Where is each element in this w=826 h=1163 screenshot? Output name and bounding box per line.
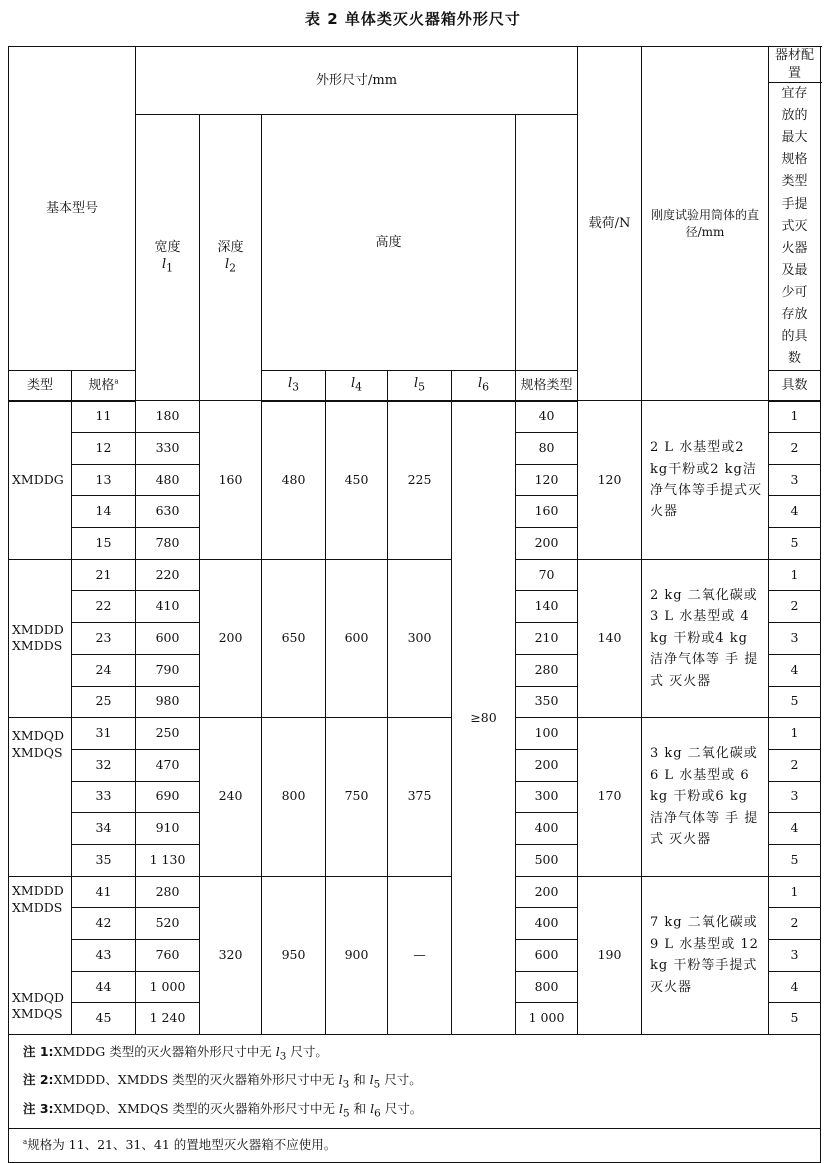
- spec-cell: 13: [72, 464, 136, 496]
- note-l-letter: l: [275, 1044, 280, 1060]
- load-cell: 280: [516, 654, 578, 686]
- note-line: [23, 1039, 814, 1067]
- note-sub: 5: [343, 1107, 350, 1120]
- footnote-text: 规格为 11、21、31、41 的置地型灭火器箱不应使用。: [27, 1137, 337, 1153]
- type-line: XMDQS: [12, 745, 63, 761]
- header-spec: [72, 371, 136, 401]
- load-cell: 400: [516, 813, 578, 845]
- header-l4-sub: 4: [355, 381, 363, 395]
- load-cell: 210: [516, 623, 578, 655]
- header-spec-label: 规格: [88, 377, 115, 393]
- type-cell: [9, 718, 72, 876]
- header-l3-sub: 3: [292, 381, 300, 395]
- note-line: [23, 1096, 814, 1124]
- count-cell: 3: [769, 464, 821, 496]
- load-cell: 350: [516, 686, 578, 718]
- count-cell: 5: [769, 844, 821, 876]
- header-l1-sub: 1: [166, 261, 174, 275]
- load-cell: 600: [516, 940, 578, 972]
- header-rigidity-test: 刚度试验用筒体的直径/mm: [642, 47, 769, 401]
- header-width-label: 宽度: [154, 239, 181, 255]
- header-load: 载荷/N: [578, 47, 642, 401]
- spec-cell: 42: [72, 908, 136, 940]
- spec-cell: 35: [72, 844, 136, 876]
- spec-type-cell: 7 kg 二氧化碳或 9 L 水基型或 12 kg 干粉等手提式灭火器: [642, 876, 769, 1034]
- header-outer-size: 外形尺寸/mm: [136, 47, 578, 115]
- header-l6-letter: l: [477, 376, 483, 392]
- header-height: 高度: [262, 115, 516, 371]
- header-l5-sub: 5: [418, 381, 426, 395]
- header-equipment: 器材配置: [769, 47, 821, 83]
- header-spec-type: 规格类型: [516, 371, 578, 401]
- note-l-letter: l: [339, 1100, 344, 1116]
- load-cell: 500: [516, 844, 578, 876]
- l6-cell: ≥80: [452, 401, 516, 1035]
- header-type: 类型: [9, 371, 72, 401]
- load-cell: 800: [516, 971, 578, 1003]
- depth-cell: 320: [200, 876, 262, 1034]
- note-text: XMDQD、XMDQS 类型的灭火器箱外形尺寸中无: [53, 1100, 340, 1116]
- l3-cell: 650: [262, 559, 326, 717]
- note-text: XMDDG 类型的灭火器箱外形尺寸中无: [53, 1044, 276, 1060]
- width-cell: 480: [136, 464, 200, 496]
- load-cell: 200: [516, 749, 578, 781]
- width-cell: 180: [136, 401, 200, 433]
- count-cell: 1: [769, 401, 821, 433]
- count-cell: 2: [769, 591, 821, 623]
- l4-cell: 900: [326, 876, 388, 1034]
- footnote-row: [9, 1129, 821, 1163]
- note-text: XMDDD、XMDDS 类型的灭火器箱外形尺寸中无: [53, 1072, 339, 1088]
- type-line: XMDDG: [12, 471, 64, 487]
- type-line: XMDQD: [12, 989, 64, 1005]
- table-row: [9, 718, 821, 750]
- count-cell: 2: [769, 908, 821, 940]
- header-l4-letter: l: [350, 376, 356, 392]
- spec-cell: 32: [72, 749, 136, 781]
- header-basic-model: 基本型号: [9, 47, 136, 371]
- l4-cell: 750: [326, 718, 388, 876]
- l3-cell: 480: [262, 401, 326, 559]
- spec-cell: 43: [72, 940, 136, 972]
- spec-type-cell: 3 kg 二氧化碳或 6 L 水基型或 6 kg 干粉或6 kg 洁净气体等 手 提 式 灭火器: [642, 718, 769, 876]
- count-cell: 4: [769, 971, 821, 1003]
- width-cell: 330: [136, 433, 200, 465]
- header-spec-mark: a: [114, 377, 119, 386]
- load-cell: 140: [516, 591, 578, 623]
- width-cell: 470: [136, 749, 200, 781]
- type-line: XMDDS: [12, 638, 63, 654]
- load-cell: 40: [516, 401, 578, 433]
- header-l5: [388, 371, 452, 401]
- l4-cell: 600: [326, 559, 388, 717]
- width-cell: 220: [136, 559, 200, 591]
- spec-type-cell: 2 L 水基型或2 kg干粉或2 kg洁净气体等手提式灭火器: [642, 401, 769, 559]
- spec-cell: 33: [72, 781, 136, 813]
- spec-type-cell: 2 kg 二氧化碳或 3 L 水基型或 4 kg 干粉或4 kg 洁净气体等 手 提 式 灭火器: [642, 559, 769, 717]
- header-l6: [452, 371, 516, 401]
- note-sub: 3: [279, 1050, 287, 1063]
- count-cell: 3: [769, 623, 821, 655]
- note-l-letter: l: [338, 1072, 343, 1088]
- note-text: 尺寸。: [380, 1072, 422, 1088]
- load-cell: 400: [516, 908, 578, 940]
- footnote-mark: a: [23, 1138, 28, 1146]
- spec-cell: 22: [72, 591, 136, 623]
- type-line: XMDQD: [12, 728, 64, 744]
- load-cell: 300: [516, 781, 578, 813]
- note-text: 和: [349, 1100, 371, 1116]
- width-cell: 410: [136, 591, 200, 623]
- count-cell: 4: [769, 813, 821, 845]
- footnote-cell: [9, 1129, 821, 1163]
- count-cell: 5: [769, 528, 821, 560]
- type-cell: [9, 876, 72, 1034]
- spec-cell: 31: [72, 718, 136, 750]
- width-cell: 1 000: [136, 971, 200, 1003]
- count-cell: 3: [769, 940, 821, 972]
- width-cell: 980: [136, 686, 200, 718]
- load-cell: 200: [516, 876, 578, 908]
- width-cell: 1 130: [136, 844, 200, 876]
- table-row: [9, 876, 821, 908]
- width-cell: 760: [136, 940, 200, 972]
- count-cell: 5: [769, 1003, 821, 1035]
- count-cell: 2: [769, 749, 821, 781]
- l5-cell: 300: [388, 559, 452, 717]
- note-sub: 6: [374, 1107, 381, 1120]
- type-cell: [9, 401, 72, 559]
- width-cell: 520: [136, 908, 200, 940]
- header-depth: [200, 115, 262, 401]
- count-cell: 4: [769, 654, 821, 686]
- width-cell: 280: [136, 876, 200, 908]
- spec-cell: 23: [72, 623, 136, 655]
- note-text: 尺寸。: [380, 1100, 423, 1116]
- spec-cell: 11: [72, 401, 136, 433]
- spec-cell: 25: [72, 686, 136, 718]
- count-cell: 1: [769, 876, 821, 908]
- note-l-letter: l: [369, 1072, 374, 1088]
- type-line: XMDQS: [12, 1006, 63, 1022]
- header-count: 具数: [769, 371, 821, 401]
- header-l6-sub: 6: [482, 381, 490, 395]
- spec-cell: 24: [72, 654, 136, 686]
- type-line: XMDDD: [12, 883, 64, 899]
- width-cell: 600: [136, 623, 200, 655]
- depth-cell: 160: [200, 401, 262, 559]
- width-cell: 250: [136, 718, 200, 750]
- l4-cell: 450: [326, 401, 388, 559]
- diameter-cell: 140: [578, 559, 642, 717]
- note-label: 注 2:: [23, 1072, 54, 1088]
- type-line: XMDDD: [12, 621, 64, 637]
- note-label: 注 3:: [23, 1100, 54, 1116]
- header-l2-sub: 2: [229, 261, 237, 275]
- notes-cell: [9, 1035, 821, 1129]
- table-row: [9, 401, 821, 433]
- width-cell: 910: [136, 813, 200, 845]
- note-sub: 5: [373, 1078, 381, 1091]
- load-cell: 70: [516, 559, 578, 591]
- spec-table: [8, 46, 821, 1163]
- note-label: 注 1:: [23, 1044, 54, 1060]
- l5-cell: —: [388, 876, 452, 1034]
- load-cell: 160: [516, 496, 578, 528]
- header-depth-label: 深度: [217, 239, 244, 255]
- header-l4: [326, 371, 388, 401]
- note-l-letter: l: [370, 1100, 375, 1116]
- count-cell: 1: [769, 559, 821, 591]
- header-l1-letter: l: [161, 257, 167, 273]
- load-cell: 100: [516, 718, 578, 750]
- table-row: [9, 559, 821, 591]
- spec-cell: 45: [72, 1003, 136, 1035]
- count-cell: 4: [769, 496, 821, 528]
- header-width: [136, 115, 200, 401]
- header-l3-letter: l: [287, 376, 293, 392]
- spec-cell: 14: [72, 496, 136, 528]
- note-text: 尺寸。: [286, 1044, 328, 1060]
- count-cell: 2: [769, 433, 821, 465]
- l3-cell: 950: [262, 876, 326, 1034]
- type-cell: [9, 559, 72, 717]
- count-cell: 1: [769, 718, 821, 750]
- header-equipment-desc: 宜存放的最大规格类型手提式灭火器及最少可存放的具数: [769, 83, 821, 371]
- header-l3: [262, 371, 326, 401]
- header-l2-letter: l: [224, 257, 230, 273]
- diameter-cell: 120: [578, 401, 642, 559]
- width-cell: 780: [136, 528, 200, 560]
- count-cell: 3: [769, 781, 821, 813]
- width-cell: 790: [136, 654, 200, 686]
- spec-cell: 21: [72, 559, 136, 591]
- l5-cell: 375: [388, 718, 452, 876]
- spec-cell: 15: [72, 528, 136, 560]
- width-cell: 690: [136, 781, 200, 813]
- l5-cell: 225: [388, 401, 452, 559]
- width-cell: 630: [136, 496, 200, 528]
- note-text: 和: [349, 1072, 370, 1088]
- diameter-cell: 170: [578, 718, 642, 876]
- table-caption: 表 2 单体类灭火器箱外形尺寸: [305, 10, 521, 28]
- diameter-cell: 190: [578, 876, 642, 1034]
- count-cell: 5: [769, 686, 821, 718]
- depth-cell: 200: [200, 559, 262, 717]
- width-cell: 1 240: [136, 1003, 200, 1035]
- spec-cell: 41: [72, 876, 136, 908]
- note-line: [23, 1067, 814, 1095]
- spec-cell: 12: [72, 433, 136, 465]
- load-cell: 120: [516, 464, 578, 496]
- header-l5-letter: l: [413, 376, 419, 392]
- depth-cell: 240: [200, 718, 262, 876]
- note-sub: 3: [342, 1078, 350, 1091]
- notes-row: [9, 1035, 821, 1129]
- spec-cell: 44: [72, 971, 136, 1003]
- type-line: XMDDS: [12, 900, 63, 916]
- load-cell: 200: [516, 528, 578, 560]
- l3-cell: 800: [262, 718, 326, 876]
- spec-cell: 34: [72, 813, 136, 845]
- load-cell: 80: [516, 433, 578, 465]
- load-cell: 1 000: [516, 1003, 578, 1035]
